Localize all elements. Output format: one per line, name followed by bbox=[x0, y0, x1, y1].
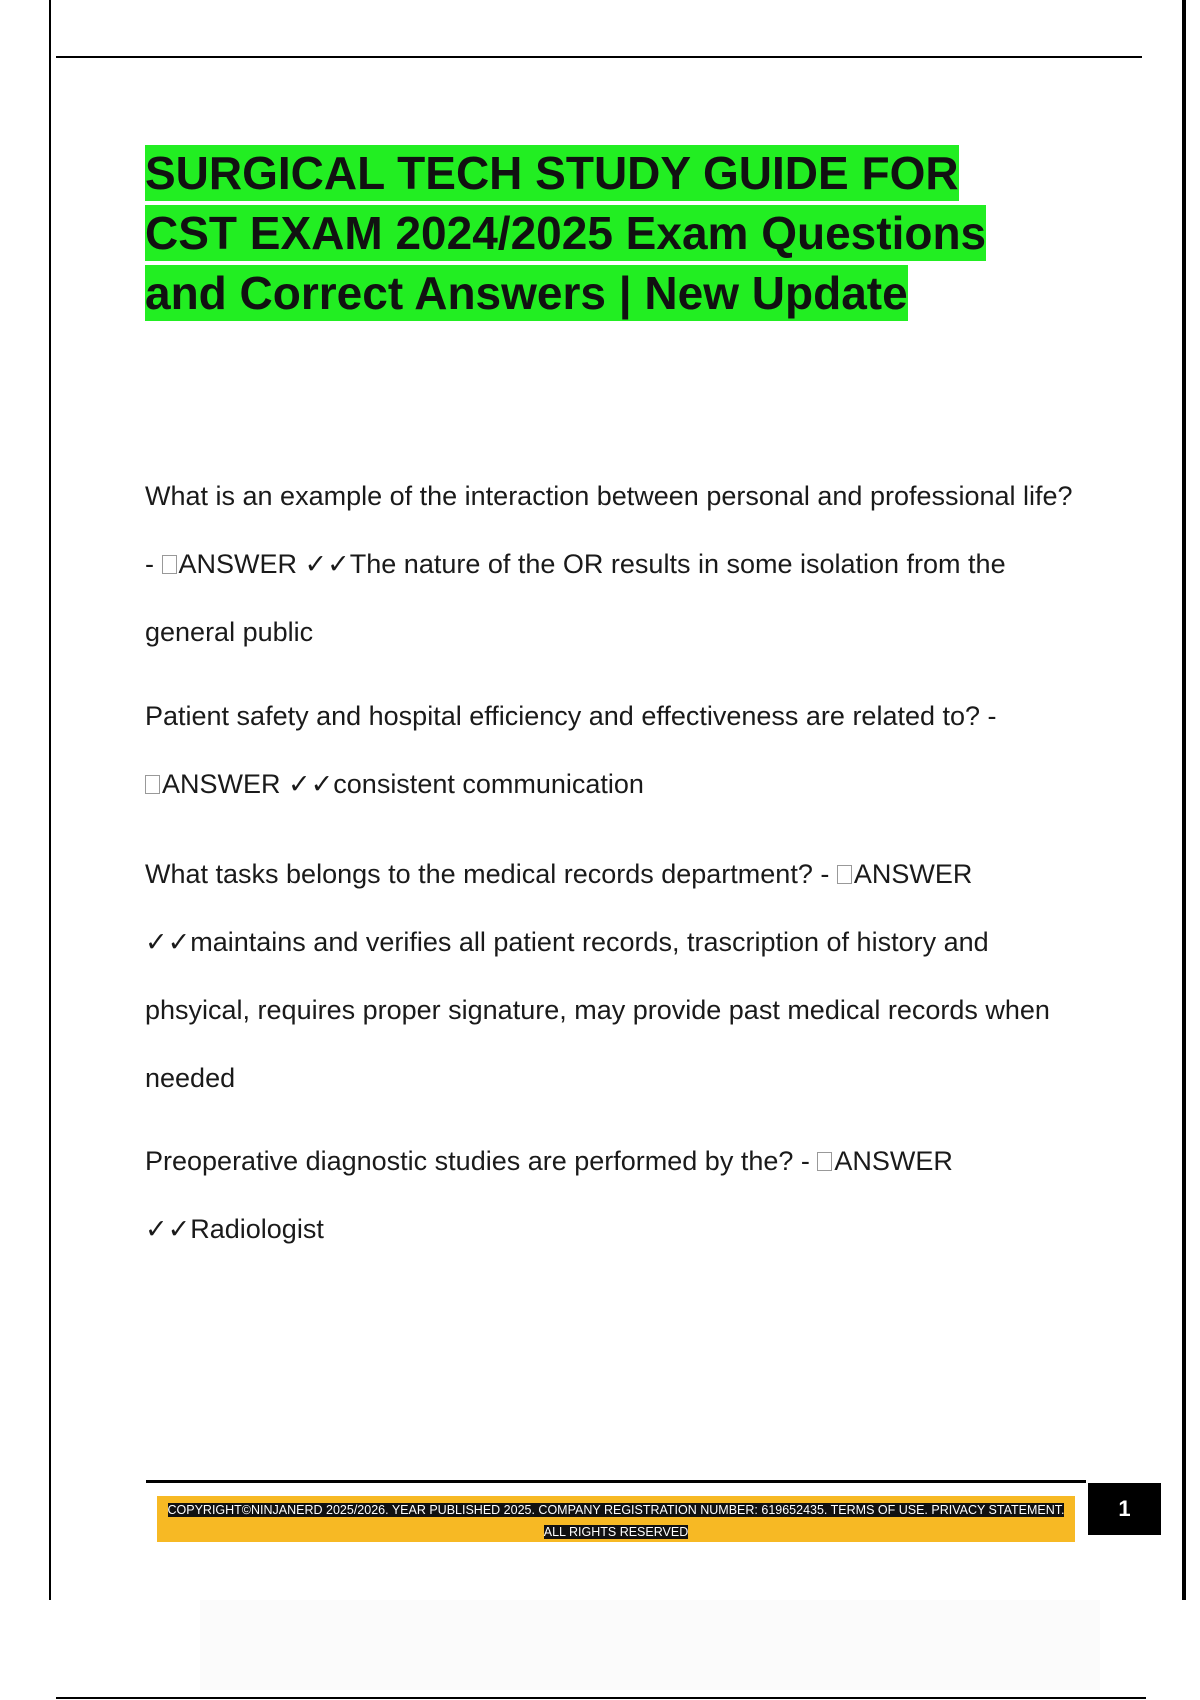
document-title-text: SURGICAL TECH STUDY GUIDE FOR CST EXAM 2024/2025 Exam Questions and Correct Answers | New Update bbox=[145, 147, 987, 319]
page-border-right bbox=[1182, 0, 1186, 1600]
question-text: What is an example of the interaction between personal and professional life? - bbox=[145, 481, 1073, 579]
answer-label: ANSWER bbox=[178, 549, 298, 579]
answer-label: ANSWER bbox=[162, 769, 281, 799]
answer-text: maintains and verifies all patient records, trascription of history and phsyical, requires proper signature, may provide past medical records when needed bbox=[145, 927, 1050, 1093]
next-page-rule bbox=[56, 1697, 1146, 1699]
answer-text: The nature of the OR results in some isolation from the general public bbox=[145, 549, 1006, 647]
answer-box-icon bbox=[145, 775, 160, 794]
question-text: What tasks belongs to the medical records department? - bbox=[145, 859, 837, 889]
next-page-shade bbox=[200, 1600, 1100, 1690]
page-border-left bbox=[49, 0, 51, 1600]
header-rule bbox=[56, 56, 1142, 58]
footer-copyright bbox=[160, 1499, 1072, 1543]
qa-item-4 bbox=[145, 1127, 1075, 1263]
footer-rule bbox=[146, 1480, 1086, 1483]
document-title bbox=[145, 143, 1045, 323]
footer-copyright-text: COPYRIGHT©NINJANERD 2025/2026. YEAR PUBLISHED 2025. COMPANY REGISTRATION NUMBER: 619652435. TERMS OF USE. PRIVACY STATEMENT. ALL RIGHTS RESERVED bbox=[167, 1503, 1065, 1539]
page-number: 1 bbox=[1088, 1483, 1161, 1535]
answer-text: consistent communication bbox=[333, 769, 644, 799]
answer-label: ANSWER bbox=[853, 859, 973, 889]
question-text: Patient safety and hospital efficiency and effectiveness are related to? - bbox=[145, 701, 997, 731]
double-check-icon: ✓✓ bbox=[304, 549, 350, 579]
question-text: Preoperative diagnostic studies are performed by the? - bbox=[145, 1146, 818, 1176]
answer-box-icon bbox=[817, 1152, 832, 1171]
double-check-icon: ✓✓ bbox=[145, 1214, 191, 1244]
qa-item-3 bbox=[145, 840, 1075, 1112]
answer-text: Radiologist bbox=[190, 1214, 324, 1244]
answer-box-icon bbox=[837, 865, 852, 884]
qa-item-1 bbox=[145, 462, 1075, 666]
answer-label: ANSWER bbox=[834, 1146, 953, 1176]
answer-box-icon bbox=[162, 555, 177, 574]
double-check-icon: ✓✓ bbox=[288, 769, 334, 799]
qa-item-2 bbox=[145, 682, 1075, 818]
double-check-icon: ✓✓ bbox=[145, 927, 191, 957]
